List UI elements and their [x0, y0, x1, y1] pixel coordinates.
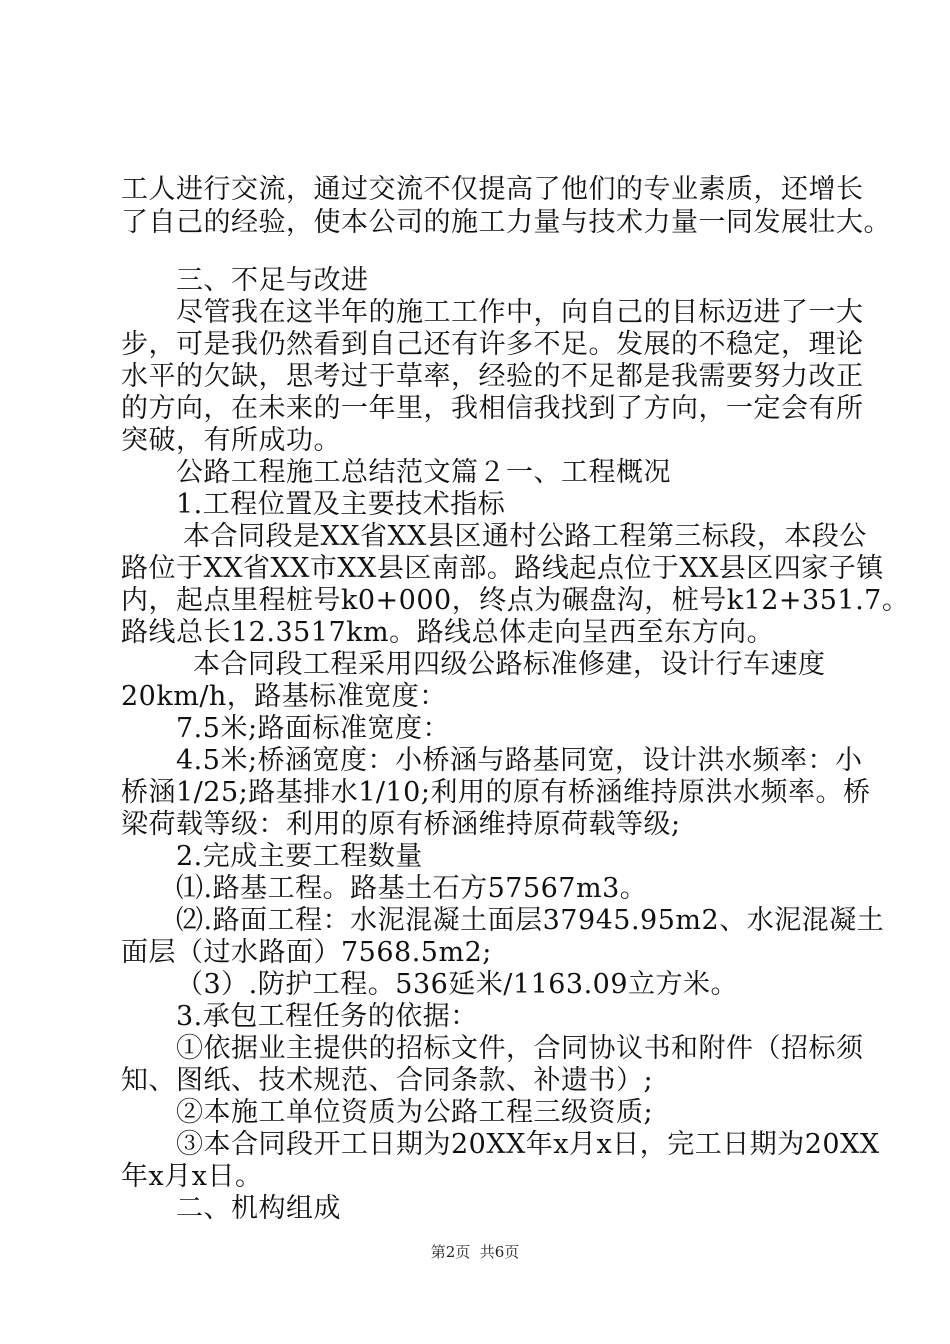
body-line: 路线总长12.3517km。路线总体走向呈西至东方向。	[121, 617, 775, 648]
subsection-heading: 1.工程位置及主要技术指标	[176, 489, 506, 520]
body-line: 4.5米;桥涵宽度：小桥涵与路基同宽，设计洪水频率：小	[176, 745, 863, 776]
body-line: 步，可是我仍然看到自己还有许多不足。发展的不稳定，理论	[121, 329, 864, 360]
body-line: 工人进行交流，通过交流不仅提高了他们的专业素质，还增长	[121, 174, 864, 205]
section-heading: 二、机构组成	[176, 1193, 341, 1224]
body-line: ②本施工单位资质为公路工程三级资质;	[176, 1097, 654, 1128]
body-line: 本合同段工程采用四级公路标准修建，设计行车速度	[193, 649, 826, 680]
body-line: 了自己的经验，使本公司的施工力量与技术力量一同发展壮大。	[121, 207, 891, 238]
body-line: 的方向，在未来的一年里，我相信我找到了方向，一定会有所	[121, 393, 864, 424]
body-line: 7.5米;路面标准宽度：	[176, 713, 451, 744]
body-line: ⑵.路面工程：水泥混凝土面层37945.95m2、水泥混凝土	[176, 905, 885, 936]
subsection-heading: 3.承包工程任务的依据：	[176, 1001, 478, 1032]
body-line: 突破，有所成功。	[121, 425, 341, 456]
body-line: 路位于XX省XX市XX县区南部。路线起点位于XX县区四家子镇	[121, 553, 884, 584]
body-line: 尽管我在这半年的施工工作中，向自己的目标迈进了一大	[176, 297, 864, 328]
body-line: 桥涵1/25;路基排水1/10;利用的原有桥涵维持原洪水频率。桥	[121, 777, 871, 808]
body-line: ③本合同段开工日期为20XX年x月x日，完工日期为20XX	[176, 1129, 880, 1160]
body-line: 本合同段是XX省XX县区通村公路工程第三标段，本段公	[183, 521, 867, 552]
body-line: ⑴.路基工程。路基土石方57567m3。	[176, 873, 648, 904]
body-line: 梁荷载等级：利用的原有桥涵维持原荷载等级;	[121, 809, 681, 840]
body-line: 知、图纸、技术规范、合同条款、补遗书）;	[121, 1065, 654, 1096]
section-heading: 公路工程施工总结范文篇２一、工程概况	[176, 457, 671, 488]
body-line: ①依据业主提供的招标文件，合同协议书和附件（招标须	[176, 1033, 864, 1064]
body-line: 水平的欠缺，思考过于草率，经验的不足都是我需要努力改正	[121, 361, 864, 392]
body-line: 内，起点里程桩号k0+000，终点为碾盘沟，桩号k12+351.7。	[121, 585, 910, 616]
subsection-heading: 2.完成主要工程数量	[176, 841, 423, 872]
body-line: （3）.防护工程。536延米/1163.09立方米。	[176, 969, 739, 1000]
body-line: 年x月x日。	[121, 1161, 263, 1192]
section-heading: 三、不足与改进	[176, 265, 369, 296]
page-footer: 第2页 共6页	[430, 1243, 520, 1261]
body-line: 20km/h，路基标准宽度：	[121, 681, 447, 712]
body-line: 面层（过水路面）7568.5m2;	[121, 937, 492, 968]
